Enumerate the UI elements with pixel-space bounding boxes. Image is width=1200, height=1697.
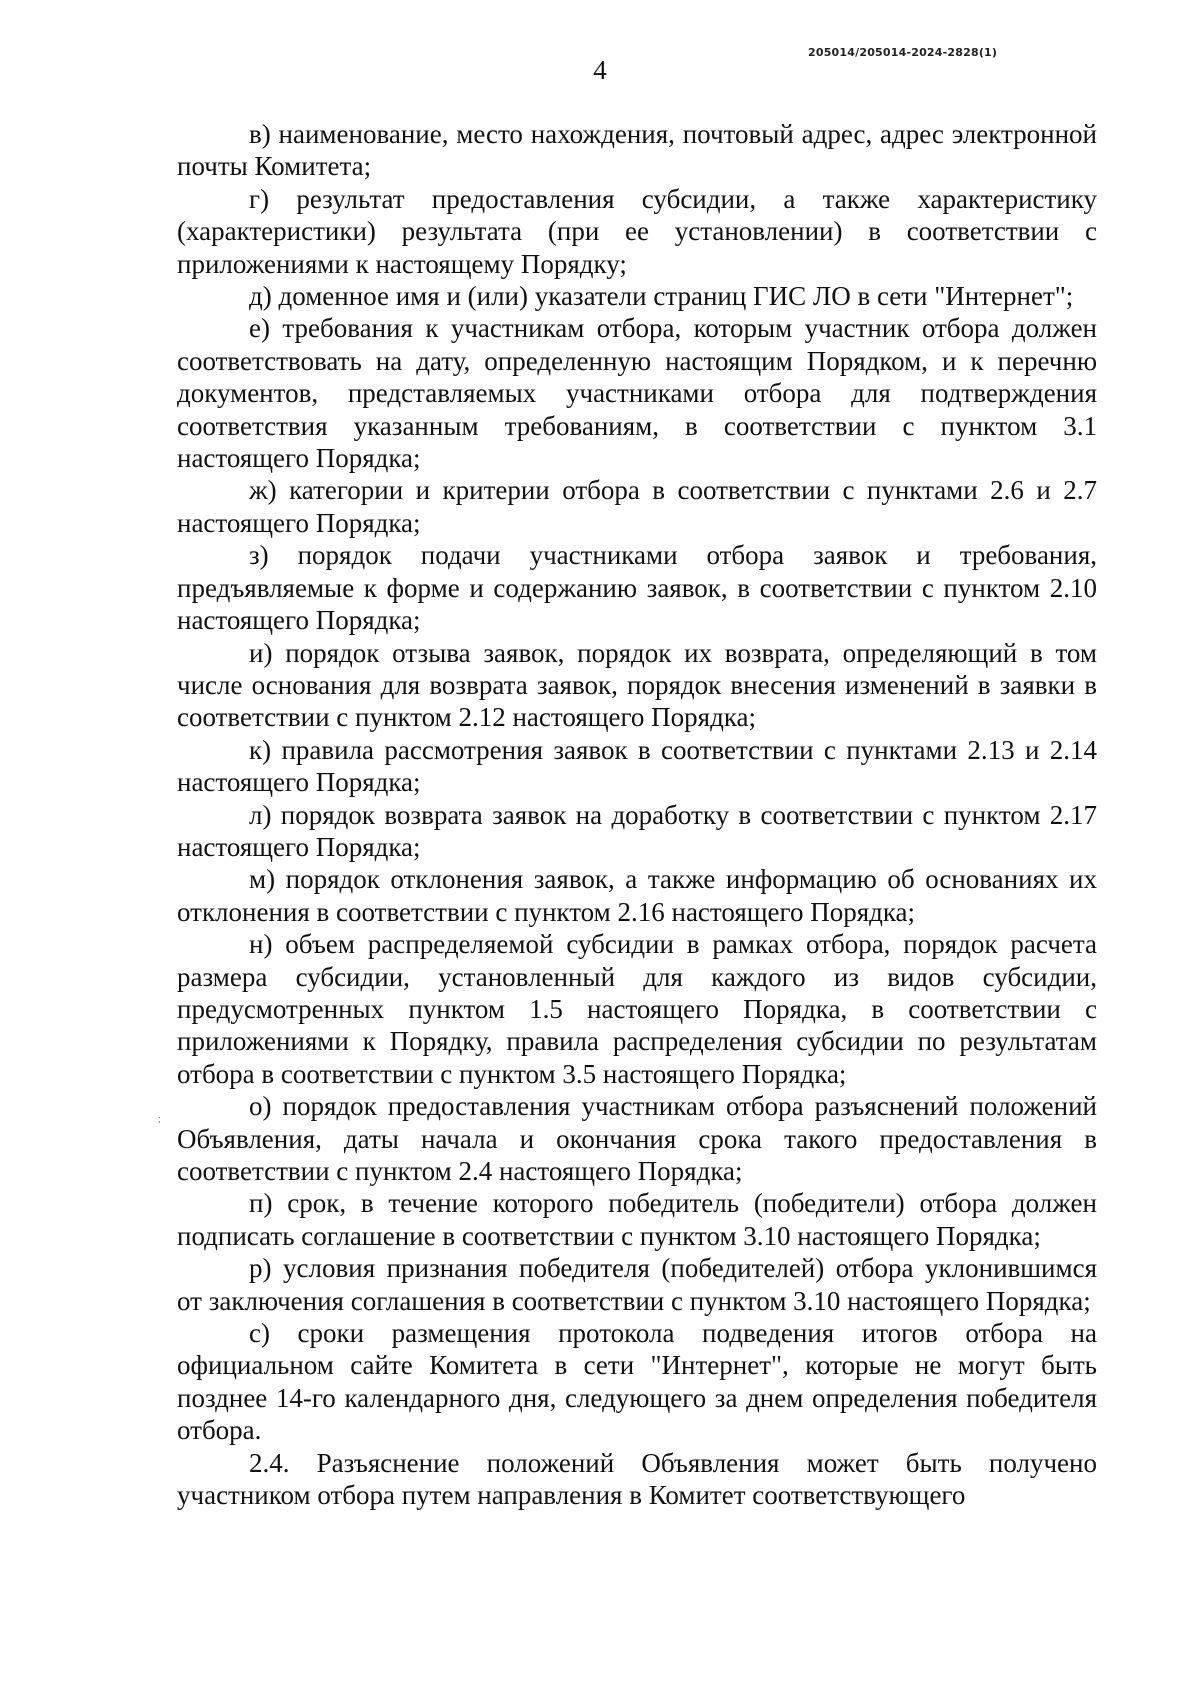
paragraph-d: д) доменное имя и (или) указатели страниц ГИС ЛО в сети "Интернет";: [249, 281, 1074, 312]
paragraph-i: и) порядок отзыва заявок, порядок их возврата, определяющий в том числе основания для возврата заявок, порядок внесения изменений в заявки в соответствии с пунктом 2.12 настоящего Порядка;: [177, 637, 1097, 733]
document-id: 205014/205014-2024-2828(1): [808, 46, 998, 59]
paragraph-v: в) наименование, место нахождения, почтовый адрес, адрес электронной почты Комитета;: [177, 119, 1097, 182]
document-body: [177, 118, 1097, 1511]
paragraph-s: с) сроки размещения протокола подведения итогов отбора на официальном сайте Комитета в сети "Интернет", которые не могут быть позднее 14-го календарного дня, следующего за днем определения победителя отбора.: [177, 1318, 1097, 1446]
paragraph-zh: ж) категории и критерии отбора в соответствии с пунктами 2.6 и 2.7 настоящего Порядка;: [177, 475, 1097, 538]
paragraph-k: к) правила рассмотрения заявок в соответствии с пунктами 2.13 и 2.14 настоящего Порядка;: [177, 734, 1097, 798]
paragraph-2-4: 2.4. Разъяснение положений Объявления может быть получено участником отбора путем направления в Комитет соответствующего: [177, 1447, 1097, 1511]
paragraph-o: о) порядок предоставления участникам отбора разъяснений положений Объявления, даты начала и окончания срока такого предоставления в соответствии с пунктом 2.4 настоящего Порядка;: [177, 1091, 1097, 1186]
page-number: 4: [593, 55, 607, 85]
paragraph-n: н) объем распределяемой субсидии в рамках отбора, порядок расчета размера субсидии, установленный для каждого из видов субсидии, предусмотренных пунктом 1.5 настоящего Порядка, в соответствии с приложениями к Порядку, правила распределения субсидии по результатам отбора в соответствии с пунктом 3.5 настоящего Порядка;: [177, 929, 1097, 1089]
paragraph-e: е) требования к участникам отбора, которым участник отбора должен соответствовать на дату, определенную настоящим Порядком, и к перечню документов, представляемых участниками отбора для подтверждения соответствия указанным требованиям, в соответствии с пунктом 3.1 настоящего Порядка;: [177, 313, 1097, 474]
scan-artifact: ;: [158, 1114, 161, 1125]
paragraph-r: р) условия признания победителя (победителей) отбора уклонившимся от заключения соглашения в соответствии с пунктом 3.10 настоящего Порядка;: [177, 1253, 1097, 1316]
paragraph-z: з) порядок подачи участниками отбора заявок и требования, предъявляемые к форме и содержанию заявок, в соответствии с пунктом 2.10 настоящего Порядка;: [177, 540, 1097, 636]
paragraph-p: п) срок, в течение которого победитель (победители) отбора должен подписать соглашение в соответствии с пунктом 3.10 настоящего Порядка;: [177, 1188, 1097, 1251]
paragraph-m: м) порядок отклонения заявок, а также информацию об основаниях их отклонения в соответствии с пунктом 2.16 настоящего Порядка;: [177, 864, 1097, 927]
paragraph-l: л) порядок возврата заявок на доработку в соответствии с пунктом 2.17 настоящего Порядка;: [177, 799, 1097, 862]
paragraph-g: г) результат предоставления субсидии, а также характеристику (характеристики) результата (при ее установлении) в соответствии с приложениями к настоящему Порядку;: [177, 183, 1097, 279]
